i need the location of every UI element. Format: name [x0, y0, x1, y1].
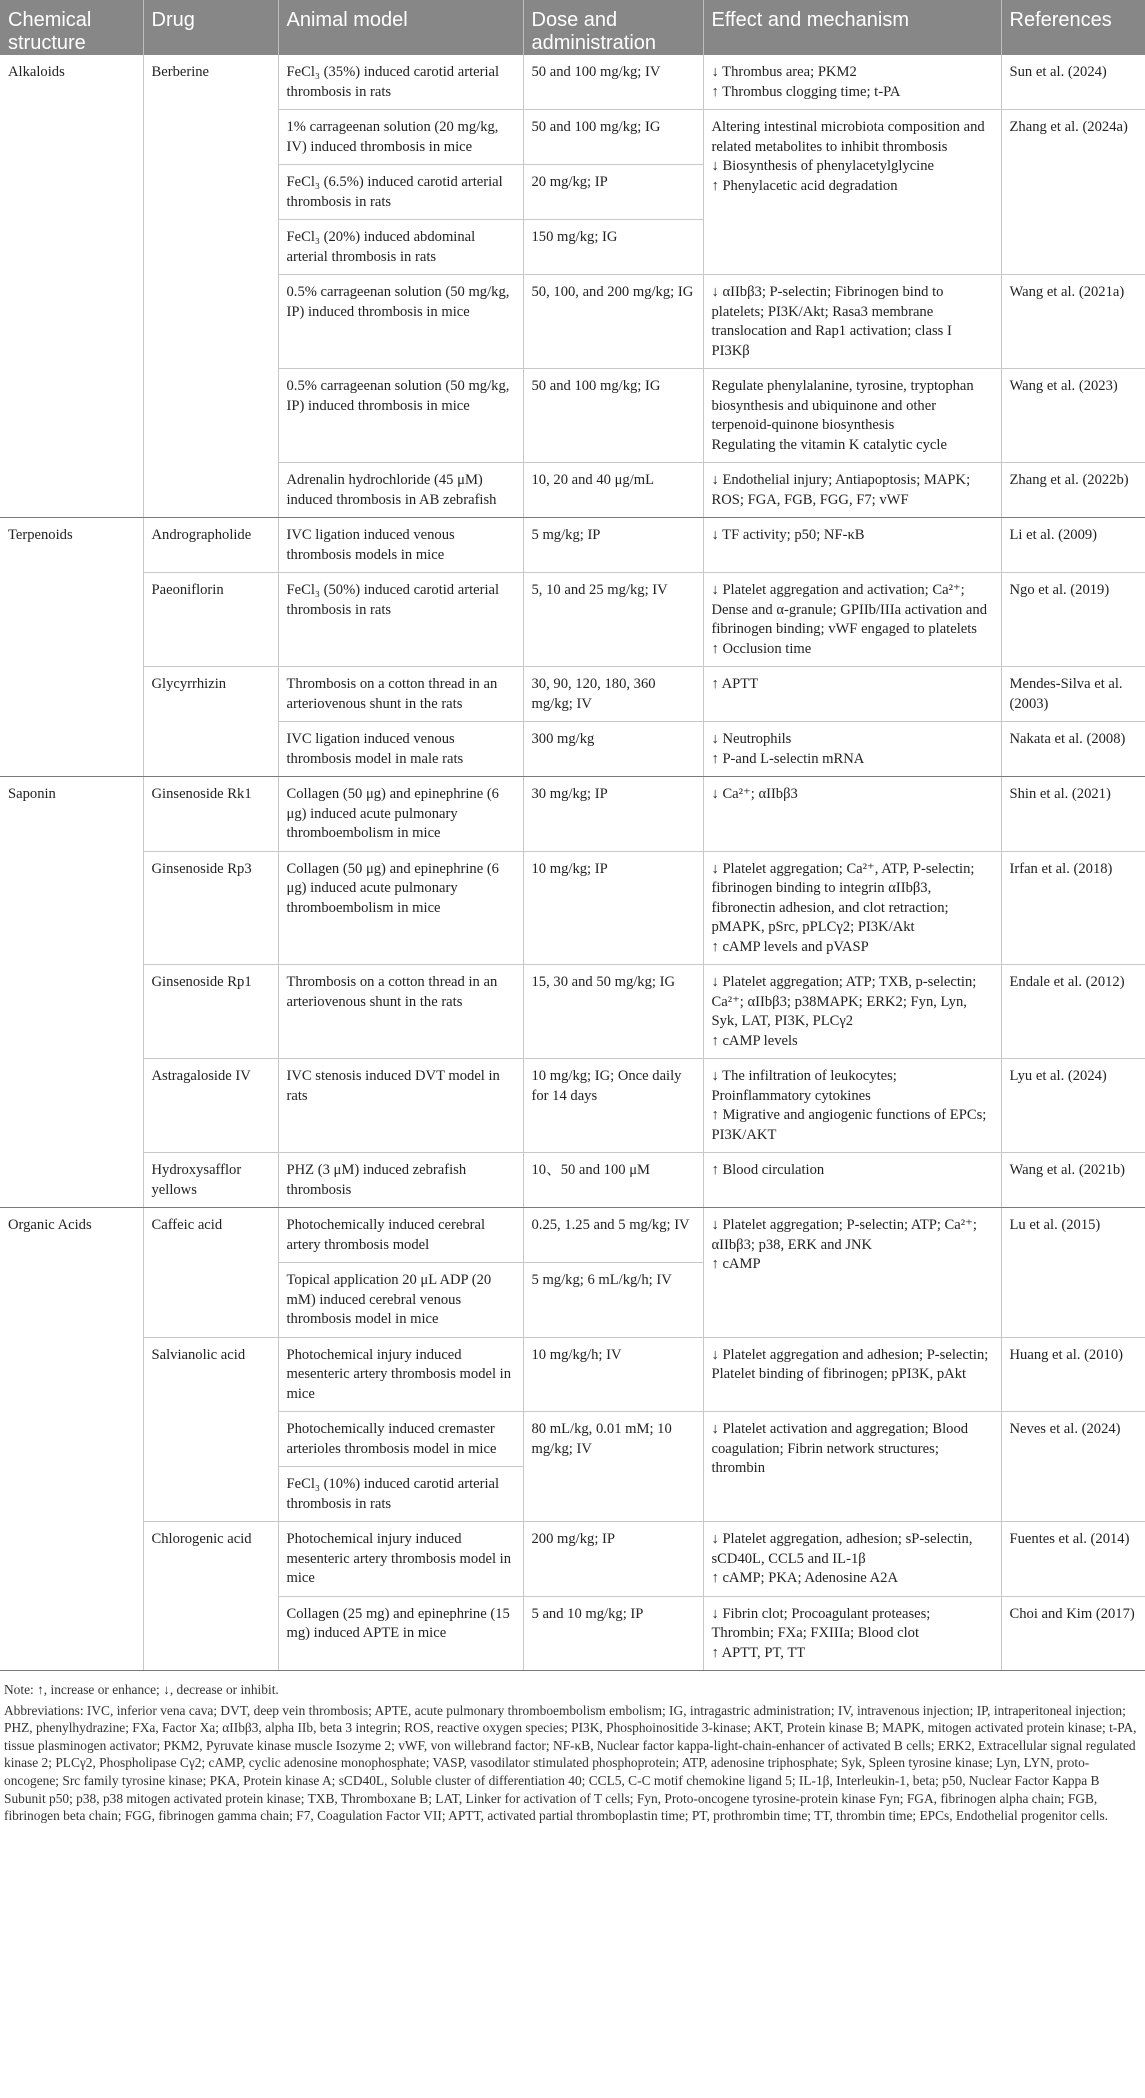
- header-animal-model: Animal model: [278, 0, 523, 55]
- cell-effect: ↓ Neutrophils ↑ P-and L-selectin mRNA: [703, 722, 1001, 777]
- cell-dose: 30, 90, 120, 180, 360 mg/kg; IV: [523, 667, 703, 722]
- table-row: [0, 518, 1145, 573]
- table-header-row: [0, 0, 1145, 55]
- cell-dose: 80 mL/kg, 0.01 mM; 10 mg/kg; IV: [523, 1412, 703, 1522]
- cell-drug: Ginsenoside Rp3: [143, 851, 278, 965]
- cell-effect: ↓ Platelet activation and aggregation; Blood coagulation; Fibrin network structures; thrombin: [703, 1412, 1001, 1522]
- cell-reference: Zhang et al. (2024a): [1001, 110, 1145, 275]
- cell-effect: ↓ Platelet aggregation; ATP; TXB, p-selectin; Ca²⁺; αIIbβ3; p38MAPK; ERK2; Fyn, Lyn, Syk, LAT, PI3K, PLCγ2 ↑ cAMP levels: [703, 965, 1001, 1059]
- cell-drug: Ginsenoside Rk1: [143, 777, 278, 852]
- cell-effect: ↓ Ca²⁺; αIIbβ3: [703, 777, 1001, 852]
- cell-animal-model: 0.5% carrageenan solution (50 mg/kg, IP) induced thrombosis in mice: [278, 369, 523, 463]
- cell-animal-model: Photochemical injury induced mesenteric artery thrombosis model in mice: [278, 1337, 523, 1412]
- footnote-note: Note: ↑, increase or enhance; ↓, decrease or inhibit.: [4, 1682, 279, 1697]
- cell-drug: Chlorogenic acid: [143, 1522, 278, 1671]
- cell-dose: 0.25, 1.25 and 5 mg/kg; IV: [523, 1208, 703, 1263]
- cell-dose: 5, 10 and 25 mg/kg; IV: [523, 573, 703, 667]
- cell-animal-model: Collagen (50 μg) and epinephrine (6 μg) induced acute pulmonary thromboembolism in mice: [278, 777, 523, 852]
- cell-dose: 50 and 100 mg/kg; IV: [523, 55, 703, 110]
- cell-effect: ↓ αIIbβ3; P-selectin; Fibrinogen bind to platelets; PI3K/Akt; Rasa3 membrane translocation and Rap1 activation; class I PI3Kβ: [703, 275, 1001, 369]
- cell-effect: Regulate phenylalanine, tyrosine, tryptophan biosynthesis and ubiquinone and other terpenoid-quinone biosynthesis Regulating the vitamin K catalytic cycle: [703, 369, 1001, 463]
- cell-drug: Paeoniflorin: [143, 573, 278, 667]
- cell-reference: Wang et al. (2021b): [1001, 1153, 1145, 1208]
- cell-animal-model: FeCl₃ (10%) induced carotid arterial thrombosis in rats: [278, 1467, 523, 1522]
- table-row: [0, 965, 1145, 1059]
- cell-dose: 5 mg/kg; IP: [523, 518, 703, 573]
- cell-animal-model: Thrombosis on a cotton thread in an arteriovenous shunt in the rats: [278, 965, 523, 1059]
- cell-effect: ↓ Fibrin clot; Procoagulant proteases; Thrombin; FXa; FXIIIa; Blood clot ↑ APTT, PT, TT: [703, 1596, 1001, 1671]
- table-row: [0, 1153, 1145, 1208]
- cell-drug: Ginsenoside Rp1: [143, 965, 278, 1059]
- cell-animal-model: Photochemically induced cremaster arterioles thrombosis model in mice: [278, 1412, 523, 1467]
- cell-drug: Astragaloside IV: [143, 1059, 278, 1153]
- cell-reference: Wang et al. (2023): [1001, 369, 1145, 463]
- cell-effect: ↑ Blood circulation: [703, 1153, 1001, 1208]
- cell-reference: Lyu et al. (2024): [1001, 1059, 1145, 1153]
- cell-effect: ↓ TF activity; p50; NF-κB: [703, 518, 1001, 573]
- cell-dose: 10、50 and 100 μM: [523, 1153, 703, 1208]
- cell-animal-model: FeCl₃ (20%) induced abdominal arterial thrombosis in rats: [278, 220, 523, 275]
- cell-dose: 10 mg/kg; IP: [523, 851, 703, 965]
- cell-animal-model: 0.5% carrageenan solution (50 mg/kg, IP) induced thrombosis in mice: [278, 275, 523, 369]
- cell-dose: 30 mg/kg; IP: [523, 777, 703, 852]
- header-drug: Drug: [143, 0, 278, 55]
- footnote-abbreviations: Abbreviations: IVC, inferior vena cava; DVT, deep vein thrombosis; APTE, acute pulmonary thromboembolism embolism; IG, intragastric administration; IV, intravenous injection; IP, intraperitoneal injection; PHZ, phenylhydrazine; FXa, Factor Xa; αIIbβ3, alpha IIb, beta 3 integrin; ROS, reactive oxygen species; PI3K, Phosphoinositide 3-kinase; AKT, Protein kinase B; MAPK, mitogen activated protein kinase; t-PA, tissue plasminogen activator; PKM2, Pyruvate kinase muscle Isozyme 2; vWF, von willebrand factor; NF-κB, Nuclear factor kappa-light-chain-enhancer of activated B cells; ERK2, Extracellular signal regulated kinase 2; PLCγ2, Phospholipase Cγ2; cAMP, cyclic adenosine monophosphate; VASP, vasodilator stimulated phosphoprotein; ATP, adenosine triphosphate; Syk, Spleen tyrosine kinase; Lyn, LYN, proto-oncogene; Src family tyrosine kinase; PKA, Protein kinase A; sCD40L, Soluble cluster of differentiation 40; CCL5, C-C motif chemokine ligand 5; IL-1β, Interleukin-1, beta; p50, Nuclear Factor Kappa B Subunit p50; p38, p38 mitogen activated protein kinase; TXB, Thromboxane B; LAT, Linker for activation of T cells; Fyn, Proto-oncogene tyrosine-protein kinase Fyn; FGA, fibrinogen alpha chain; FGB, fibrinogen beta chain; FGG, fibrinogen gamma chain; F7, Coagulation Factor VII; APTT, activated partial thromboplastin time; PT, prothrombin time; TT, thrombin time; EPCs, Endothelial progenitor cells.: [4, 1702, 1137, 1824]
- table-row: [0, 1522, 1145, 1597]
- cell-dose: 150 mg/kg; IG: [523, 220, 703, 275]
- cell-animal-model: FeCl₃ (35%) induced carotid arterial thrombosis in rats: [278, 55, 523, 110]
- cell-animal-model: IVC ligation induced venous thrombosis model in male rats: [278, 722, 523, 777]
- cell-reference: Fuentes et al. (2014): [1001, 1522, 1145, 1597]
- cell-animal-model: FeCl₃ (6.5%) induced carotid arterial thrombosis in rats: [278, 165, 523, 220]
- cell-reference: Li et al. (2009): [1001, 518, 1145, 573]
- table-footnote: [0, 1671, 1145, 1825]
- header-chemical-structure: Chemical structure: [0, 0, 143, 55]
- cell-reference: Zhang et al. (2022b): [1001, 463, 1145, 518]
- cell-drug: Andrographolide: [143, 518, 278, 573]
- table-row: [0, 1208, 1145, 1263]
- cell-animal-model: 1% carrageenan solution (20 mg/kg, IV) induced thrombosis in mice: [278, 110, 523, 165]
- cell-drug: Salvianolic acid: [143, 1337, 278, 1522]
- cell-dose: 10, 20 and 40 μg/mL: [523, 463, 703, 518]
- cell-chemical-structure: Organic Acids: [0, 1208, 143, 1671]
- cell-effect: ↓ Platelet aggregation and activation; Ca²⁺; Dense and α-granule; GPIIb/IIIa activation and fibrinogen binding; vWF engaged to platelets ↑ Occlusion time: [703, 573, 1001, 667]
- cell-reference: Wang et al. (2021a): [1001, 275, 1145, 369]
- header-dose: Dose and administration: [523, 0, 703, 55]
- cell-effect: ↑ APTT: [703, 667, 1001, 722]
- cell-animal-model: Thrombosis on a cotton thread in an arteriovenous shunt in the rats: [278, 667, 523, 722]
- cell-animal-model: Collagen (25 mg) and epinephrine (15 mg) induced APTE in mice: [278, 1596, 523, 1671]
- cell-dose: 20 mg/kg; IP: [523, 165, 703, 220]
- cell-reference: Lu et al. (2015): [1001, 1208, 1145, 1338]
- cell-effect: ↓ The infiltration of leukocytes; Proinflammatory cytokines ↑ Migrative and angiogenic functions of EPCs; PI3K/AKT: [703, 1059, 1001, 1153]
- cell-dose: 5 and 10 mg/kg; IP: [523, 1596, 703, 1671]
- header-effect: Effect and mechanism: [703, 0, 1001, 55]
- cell-reference: Huang et al. (2010): [1001, 1337, 1145, 1412]
- cell-reference: Irfan et al. (2018): [1001, 851, 1145, 965]
- cell-dose: 50 and 100 mg/kg; IG: [523, 369, 703, 463]
- table-row: [0, 851, 1145, 965]
- cell-dose: 50 and 100 mg/kg; IG: [523, 110, 703, 165]
- cell-chemical-structure: Saponin: [0, 777, 143, 1208]
- cell-animal-model: PHZ (3 μM) induced zebrafish thrombosis: [278, 1153, 523, 1208]
- table-row: [0, 1337, 1145, 1412]
- table-row: [0, 1059, 1145, 1153]
- table-body: [0, 55, 1145, 1671]
- cell-animal-model: IVC stenosis induced DVT model in rats: [278, 1059, 523, 1153]
- cell-reference: Shin et al. (2021): [1001, 777, 1145, 852]
- cell-drug: Hydroxysafflor yellows: [143, 1153, 278, 1208]
- cell-animal-model: Collagen (50 μg) and epinephrine (6 μg) induced acute pulmonary thromboembolism in mice: [278, 851, 523, 965]
- header-references: References: [1001, 0, 1145, 55]
- cell-effect: ↓ Thrombus area; PKM2 ↑ Thrombus clogging time; t-PA: [703, 55, 1001, 110]
- cell-effect: ↓ Platelet aggregation and adhesion; P-selectin; Platelet binding of fibrinogen; pPI3K, pAkt: [703, 1337, 1001, 1412]
- cell-reference: Mendes-Silva et al. (2003): [1001, 667, 1145, 722]
- cell-dose: 15, 30 and 50 mg/kg; IG: [523, 965, 703, 1059]
- cell-animal-model: Topical application 20 μL ADP (20 mM) induced cerebral venous thrombosis model in mice: [278, 1263, 523, 1338]
- cell-reference: Choi and Kim (2017): [1001, 1596, 1145, 1671]
- cell-drug: Berberine: [143, 55, 278, 518]
- table-row: [0, 55, 1145, 110]
- cell-effect: ↓ Endothelial injury; Antiapoptosis; MAPK; ROS; FGA, FGB, FGG, F7; vWF: [703, 463, 1001, 518]
- cell-dose: 10 mg/kg/h; IV: [523, 1337, 703, 1412]
- cell-dose: 5 mg/kg; 6 mL/kg/h; IV: [523, 1263, 703, 1338]
- cell-effect: ↓ Platelet aggregation; Ca²⁺, ATP, P-selectin; fibrinogen binding to integrin αIIbβ3, fibronectin adhesion, and clot retraction; pMAPK, pSrc, pPLCγ2; PI3K/Akt ↑ cAMP levels and pVASP: [703, 851, 1001, 965]
- cell-dose: 200 mg/kg; IP: [523, 1522, 703, 1597]
- table-row: [0, 573, 1145, 667]
- cell-reference: Sun et al. (2024): [1001, 55, 1145, 110]
- cell-drug: Glycyrrhizin: [143, 667, 278, 777]
- cell-animal-model: Photochemical injury induced mesenteric artery thrombosis model in mice: [278, 1522, 523, 1597]
- cell-dose: 50, 100, and 200 mg/kg; IG: [523, 275, 703, 369]
- cell-animal-model: Adrenalin hydrochloride (45 μM) induced thrombosis in AB zebrafish: [278, 463, 523, 518]
- cell-drug: Caffeic acid: [143, 1208, 278, 1338]
- cell-dose: 300 mg/kg: [523, 722, 703, 777]
- cell-effect: Altering intestinal microbiota composition and related metabolites to inhibit thrombosis ↓ Biosynthesis of phenylacetylglycine ↑ Phenylacetic acid degradation: [703, 110, 1001, 275]
- cell-reference: Ngo et al. (2019): [1001, 573, 1145, 667]
- cell-animal-model: FeCl₃ (50%) induced carotid arterial thrombosis in rats: [278, 573, 523, 667]
- cell-chemical-structure: Terpenoids: [0, 518, 143, 777]
- cell-effect: ↓ Platelet aggregation; P-selectin; ATP; Ca²⁺; αIIbβ3; p38, ERK and JNK ↑ cAMP: [703, 1208, 1001, 1338]
- cell-effect: ↓ Platelet aggregation, adhesion; sP-selectin, sCD40L, CCL5 and IL-1β ↑ cAMP; PKA; Adenosine A2A: [703, 1522, 1001, 1597]
- cell-animal-model: IVC ligation induced venous thrombosis models in mice: [278, 518, 523, 573]
- cell-animal-model: Photochemically induced cerebral artery thrombosis model: [278, 1208, 523, 1263]
- table-row: [0, 777, 1145, 852]
- cell-reference: Endale et al. (2012): [1001, 965, 1145, 1059]
- cell-chemical-structure: Alkaloids: [0, 55, 143, 518]
- table-row: [0, 667, 1145, 722]
- cell-reference: Neves et al. (2024): [1001, 1412, 1145, 1522]
- cell-dose: 10 mg/kg; IG; Once daily for 14 days: [523, 1059, 703, 1153]
- cell-reference: Nakata et al. (2008): [1001, 722, 1145, 777]
